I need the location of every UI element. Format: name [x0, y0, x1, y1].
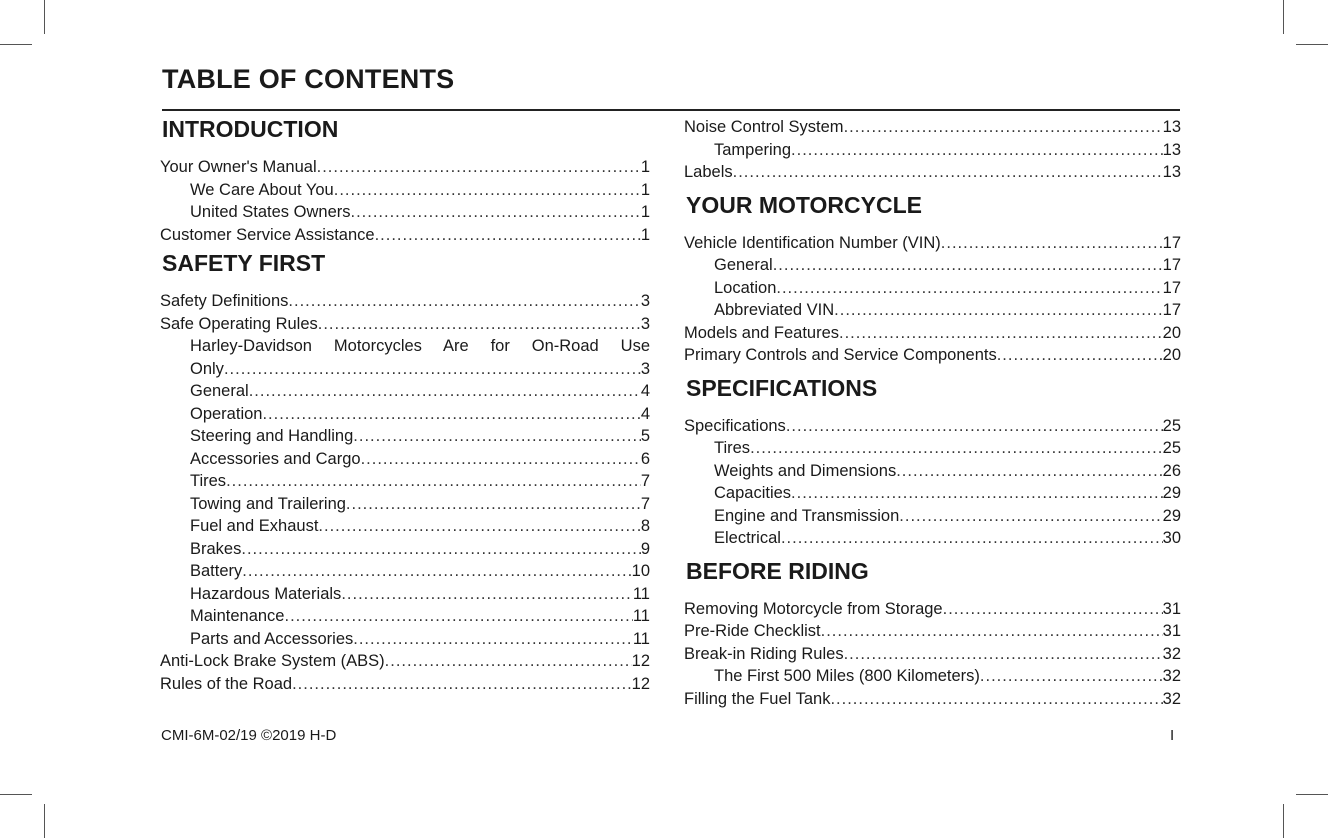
toc-entry-title: Safety Definitions [160, 292, 289, 310]
toc-page-number: 17 [1162, 256, 1181, 274]
dot-leader [242, 560, 631, 583]
toc-entry-title: General [714, 256, 773, 274]
toc-entry-harley-davidson-motorcycles-are-for-on-road-use[interactable] [160, 335, 650, 358]
toc-entry-pre-ride-checklist[interactable] [684, 620, 1181, 643]
crop-mark [1283, 0, 1284, 34]
toc-entry-brakes[interactable] [160, 538, 650, 561]
toc-entry-the-first-500-miles-800-kilometers[interactable] [684, 665, 1181, 688]
dot-leader [839, 322, 1163, 345]
toc-page-number: 32 [1162, 667, 1181, 685]
toc-entry-title: Rules of the Road [160, 674, 293, 693]
dot-leader [351, 201, 641, 224]
toc-entry-primary-controls-and-service-components[interactable] [684, 344, 1181, 367]
page-title: TABLE OF CONTENTS [162, 64, 455, 94]
toc-entry-title: Pre-Ride Checklist [684, 622, 821, 640]
toc-page-number: 13 [1162, 163, 1181, 181]
toc-entry-accessories-and-cargo[interactable] [160, 448, 650, 471]
toc-entry-title: We Care About You [190, 180, 334, 199]
dot-leader [980, 665, 1163, 688]
toc-page-number: 1 [640, 203, 650, 221]
toc-entry-title: Tampering [714, 140, 792, 159]
dot-leader [821, 620, 1163, 643]
dot-leader [943, 598, 1163, 621]
crop-mark [44, 0, 45, 34]
toc-right-column [684, 116, 1181, 710]
toc-entry-title: Safe Operating Rules [160, 314, 318, 333]
dot-leader [353, 628, 633, 651]
dot-leader [318, 313, 641, 336]
toc-entry-title: Fuel and Exhaust [190, 517, 319, 535]
toc-page-number: 11 [632, 629, 650, 648]
toc-entry-title: Customer Service Assistance [160, 225, 375, 244]
dot-leader [317, 156, 641, 179]
dot-leader [292, 673, 632, 696]
crop-mark [0, 44, 32, 45]
toc-entry-location[interactable] [684, 277, 1181, 300]
toc-entry-title: Harley-Davidson Motorcycles Are for On-Road Use [190, 337, 650, 355]
dot-leader [750, 437, 1163, 460]
toc-page-number: 4 [640, 382, 650, 400]
toc-page-number: 3 [640, 292, 650, 310]
toc-entry-fuel-and-exhaust[interactable] [160, 515, 650, 538]
toc-entry-title: Only [190, 359, 224, 378]
toc-entry-title: Battery [190, 562, 243, 580]
toc-entry-general[interactable] [684, 254, 1181, 277]
toc-page-number: 4 [640, 404, 650, 423]
toc-entry-united-states-owners[interactable] [160, 201, 650, 224]
toc-entry-general[interactable] [160, 380, 650, 403]
toc-page-number: 20 [1162, 346, 1181, 364]
dot-leader [844, 643, 1163, 666]
section-heading-safety-first: SAFETY FIRST [162, 250, 326, 276]
toc-entry-title: Break-in Riding Rules [684, 644, 844, 663]
section-heading-before-riding: BEFORE RIDING [686, 557, 869, 584]
toc-entry-title: Location [714, 278, 777, 297]
toc-page-number: 12 [631, 652, 650, 670]
dot-leader [284, 605, 632, 628]
toc-entry-safe-operating-rules[interactable] [160, 313, 650, 336]
dot-leader [776, 277, 1162, 300]
toc-entry-title: Labels [684, 163, 733, 181]
toc-entry-title: Vehicle Identification Number (VIN) [684, 233, 941, 252]
title-divider [162, 109, 1180, 111]
toc-page-number: 1 [640, 225, 650, 244]
dot-leader [318, 515, 640, 538]
toc-entry-models-and-features[interactable] [684, 322, 1181, 345]
section-heading-specifications: SPECIFICATIONS [686, 374, 878, 401]
toc-entry-title: Parts and Accessories [190, 629, 354, 648]
toc-page-number: 11 [632, 584, 650, 603]
toc-page-number: 11 [632, 607, 650, 625]
toc-entry-removing-motorcycle-from-storage[interactable] [684, 598, 1181, 621]
toc-entry-title: Noise Control System [684, 118, 844, 136]
toc-entry-title: General [190, 382, 249, 400]
dot-leader [834, 299, 1162, 322]
dot-leader [830, 688, 1162, 711]
toc-entry-title: Filling the Fuel Tank [684, 689, 831, 708]
toc-entry-title: Maintenance [190, 607, 285, 625]
crop-mark [0, 794, 32, 795]
toc-entry-tires[interactable] [160, 470, 650, 493]
dot-leader [781, 527, 1163, 550]
dot-leader [224, 358, 641, 381]
toc-entry-title: Tires [714, 439, 751, 457]
toc-page-number: 30 [1162, 529, 1181, 547]
toc-page-number: 7 [640, 494, 650, 513]
toc-page-number: 3 [640, 359, 650, 378]
footer-page-number: I [1170, 727, 1175, 744]
toc-left-column [160, 112, 650, 695]
toc-entry-operation[interactable] [160, 403, 650, 426]
toc-page-number: 32 [1162, 644, 1181, 663]
dot-leader [226, 470, 641, 493]
toc-entry-title: Brakes [190, 539, 242, 558]
toc-entry-specifications[interactable] [684, 415, 1181, 438]
toc-entry-only[interactable] [160, 358, 650, 381]
dot-leader [997, 344, 1163, 367]
dot-leader [773, 254, 1163, 277]
toc-page-number: 32 [1162, 689, 1181, 708]
footer-code: CMI-6M-02/19 ©2019 H-D [161, 727, 337, 744]
toc-entry-title: Electrical [714, 529, 781, 547]
dot-leader [346, 493, 641, 516]
toc-entry-weights-and-dimensions[interactable] [684, 460, 1181, 483]
dot-leader [791, 482, 1163, 505]
toc-entry-title: Towing and Trailering [190, 494, 346, 513]
dot-leader [361, 448, 641, 471]
toc-entry-labels[interactable] [684, 161, 1181, 184]
crop-mark [1283, 804, 1284, 838]
dot-leader [341, 583, 633, 606]
toc-entry-we-care-about-you[interactable] [160, 179, 650, 202]
dot-leader [375, 224, 641, 247]
toc-page-number: 20 [1162, 323, 1181, 342]
toc-entry-title: Removing Motorcycle from Storage [684, 599, 943, 618]
dot-leader [899, 505, 1162, 528]
toc-entry-rules-of-the-road[interactable] [160, 673, 650, 696]
toc-page-number: 5 [640, 427, 650, 445]
dot-leader [733, 161, 1163, 184]
toc-entry-hazardous-materials[interactable] [160, 583, 650, 606]
toc-page-number: 8 [640, 517, 650, 535]
toc-entry-title: United States Owners [190, 203, 351, 221]
toc-entry-tampering[interactable] [684, 139, 1181, 162]
toc-page-number: 31 [1162, 622, 1181, 640]
toc-entry-title: Capacities [714, 484, 792, 502]
toc-entry-filling-the-fuel-tank[interactable] [684, 688, 1181, 711]
toc-entry-capacities[interactable] [684, 482, 1181, 505]
section-heading-your-motorcycle: YOUR MOTORCYCLE [686, 191, 922, 218]
toc-entry-vehicle-identification-number-vin[interactable] [684, 232, 1181, 255]
toc-entry-parts-and-accessories[interactable] [160, 628, 650, 651]
dot-leader [791, 139, 1163, 162]
toc-page-number: 13 [1162, 118, 1181, 136]
toc-entry-safety-definitions[interactable] [160, 290, 650, 313]
toc-page-number: 3 [640, 314, 650, 333]
toc-page-number: 29 [1162, 506, 1181, 525]
dot-leader [288, 290, 640, 313]
dot-leader [941, 232, 1163, 255]
toc-entry-noise-control-system[interactable] [684, 116, 1181, 139]
dot-leader [262, 403, 640, 426]
toc-entry-title: Primary Controls and Service Components [684, 346, 997, 364]
toc-page-number: 29 [1162, 484, 1181, 502]
dot-leader [241, 538, 640, 561]
toc-entry-maintenance[interactable] [160, 605, 650, 628]
toc-entry-battery[interactable] [160, 560, 650, 583]
toc-entry-title: Abbreviated VIN [714, 301, 835, 319]
toc-page-number: 12 [631, 674, 650, 693]
toc-page-number: 10 [631, 562, 650, 580]
toc-entry-title: Steering and Handling [190, 427, 354, 445]
toc-entry-tires[interactable] [684, 437, 1181, 460]
toc-entry-towing-and-trailering[interactable] [160, 493, 650, 516]
toc-page-number: 7 [640, 472, 650, 490]
toc-entry-title: Accessories and Cargo [190, 449, 361, 468]
dot-leader [249, 380, 641, 403]
section-heading-introduction: INTRODUCTION [162, 116, 339, 142]
toc-entry-title: Specifications [684, 416, 786, 435]
toc-page-number: 17 [1162, 278, 1181, 297]
toc-entry-title: The First 500 Miles (800 Kilometers) [714, 667, 980, 685]
toc-entry-title: Your Owner's Manual [160, 158, 317, 176]
toc-entry-title: Anti-Lock Brake System (ABS) [160, 652, 385, 670]
crop-mark [1296, 794, 1328, 795]
toc-entry-abbreviated-vin[interactable] [684, 299, 1181, 322]
toc-entry-title: Tires [190, 472, 227, 490]
toc-entry-electrical[interactable] [684, 527, 1181, 550]
toc-page-number: 1 [640, 180, 650, 199]
dot-leader [844, 116, 1163, 139]
toc-page-number: 6 [640, 449, 650, 468]
dot-leader [385, 650, 632, 673]
dot-leader [896, 460, 1162, 483]
toc-entry-title: Hazardous Materials [190, 584, 342, 603]
crop-mark [44, 804, 45, 838]
toc-entry-customer-service-assistance[interactable] [160, 224, 650, 247]
toc-entry-title: Operation [190, 404, 263, 423]
toc-page-number: 1 [640, 158, 650, 176]
dot-leader [334, 179, 641, 202]
dot-leader [786, 415, 1163, 438]
toc-entry-your-owner-s-manual[interactable] [160, 156, 650, 179]
toc-entry-steering-and-handling[interactable] [160, 425, 650, 448]
toc-entry-anti-lock-brake-system-abs[interactable] [160, 650, 650, 673]
toc-entry-title: Engine and Transmission [714, 506, 900, 525]
toc-page-number: 25 [1162, 416, 1181, 435]
dot-leader [353, 425, 641, 448]
toc-page-number: 31 [1162, 599, 1181, 618]
toc-entry-title: Models and Features [684, 323, 840, 342]
toc-page-number: 9 [640, 539, 650, 558]
toc-entry-title: Weights and Dimensions [714, 461, 897, 480]
toc-page-number: 26 [1162, 461, 1181, 480]
toc-entry-engine-and-transmission[interactable] [684, 505, 1181, 528]
toc-entry-break-in-riding-rules[interactable] [684, 643, 1181, 666]
crop-mark [1296, 44, 1328, 45]
toc-page-number: 17 [1162, 301, 1181, 319]
toc-page-number: 13 [1162, 140, 1181, 159]
toc-page-number: 17 [1162, 233, 1181, 252]
toc-page-number: 25 [1162, 439, 1181, 457]
